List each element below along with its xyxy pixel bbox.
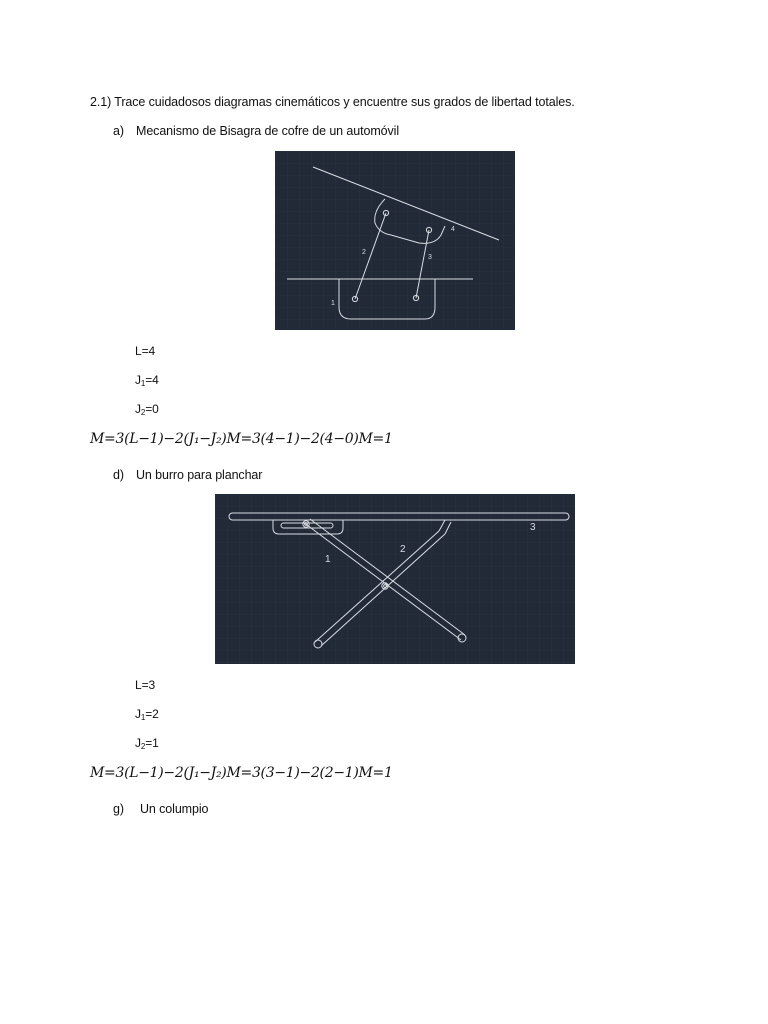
board-link-label-1: 1 <box>325 554 331 565</box>
hood-link-label-1: 1 <box>331 300 335 307</box>
part-a-J1 <box>135 373 159 388</box>
part-g-label: g) <box>113 802 124 816</box>
part-a-J2-symbol: J <box>135 402 141 416</box>
problem-heading: 2.1) Trace cuidadosos diagramas cinemáticos y encuentre sus grados de libertad totales. <box>90 95 575 109</box>
part-d-equation: M=3(L−1)−2(J₁−J₂)M=3(3−1)−2(2−1)M=1 <box>90 765 393 781</box>
part-a-L: L=4 <box>135 344 156 358</box>
part-a-J1-symbol: J <box>135 373 141 387</box>
part-d-J1 <box>135 707 159 722</box>
ironing-board-diagram <box>215 494 575 664</box>
part-d-J2 <box>135 736 159 751</box>
part-d-J1-subscript: 1 <box>140 713 146 722</box>
part-a-label: a) <box>113 124 124 138</box>
part-d-J2-subscript: 2 <box>140 742 146 751</box>
part-a-title: Mecanismo de Bisagra de cofre de un automóvil <box>136 124 400 138</box>
board-link-label-3: 3 <box>530 522 536 533</box>
part-d-J1-value: =2 <box>145 707 159 721</box>
part-a-J1-subscript: 1 <box>140 379 146 388</box>
part-d-L: L=3 <box>135 678 156 692</box>
part-a-equation: M=3(L−1)−2(J₁−J₂)M=3(4−1)−2(4−0)M=1 <box>90 431 393 447</box>
part-a-J2-value: =0 <box>145 402 159 416</box>
part-g-title: Un columpio <box>140 802 209 816</box>
part-d-label: d) <box>113 468 124 482</box>
board-link-label-2: 2 <box>400 544 406 555</box>
part-d-title: Un burro para planchar <box>136 468 263 482</box>
hood-link-label-2: 2 <box>362 249 366 256</box>
part-a-J2-subscript: 2 <box>140 408 146 417</box>
part-d-J1-symbol: J <box>135 707 141 721</box>
hood-link-label-3: 3 <box>428 254 432 261</box>
hood-link-label-4: 4 <box>451 226 455 233</box>
part-a-J2 <box>135 402 159 417</box>
part-a-J1-value: =4 <box>145 373 159 387</box>
part-d-J2-symbol: J <box>135 736 141 750</box>
hood-hinge-diagram <box>275 151 515 330</box>
part-d-J2-value: =1 <box>145 736 159 750</box>
